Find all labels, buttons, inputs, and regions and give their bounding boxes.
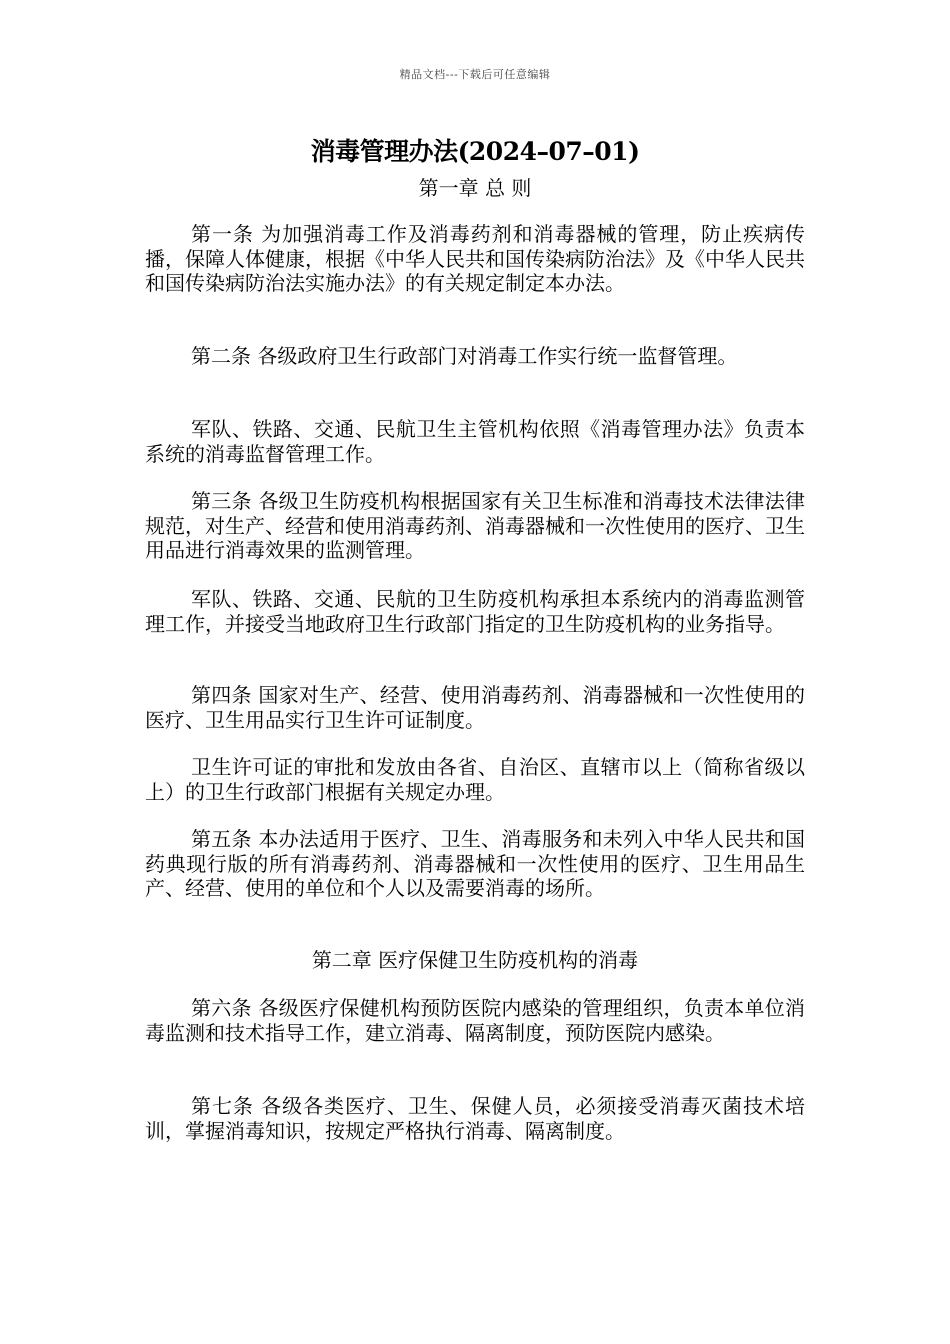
paragraph-article-2-sub: 军队、铁路、交通、民航卫生主管机构依照《消毒管理办法》负责本系统的消毒监督管理工作。	[145, 417, 805, 466]
chapter-heading-2: 第二章 医疗保健卫生防疫机构的消毒	[311, 948, 639, 972]
header-note: 精品文档---下载后可任意编辑	[399, 68, 551, 81]
paragraph-article-4: 第四条 国家对生产、经营、使用消毒药剂、消毒器械和一次性使用的医疗、卫生用品实行卫生许可证制度。	[145, 683, 805, 732]
paragraph-article-6: 第六条 各级医疗保健机构预防医院内感染的管理组织，负责本单位消毒监测和技术指导工作，建立消毒、隔离制度，预防医院内感染。	[145, 996, 805, 1045]
paragraph-article-3: 第三条 各级卫生防疫机构根据国家有关卫生标准和消毒技术法律法律规范，对生产、经营和使用消毒药剂、消毒器械和一次性使用的医疗、卫生用品进行消毒效果的监测管理。	[145, 489, 805, 562]
paragraph-article-7: 第七条 各级各类医疗、卫生、保健人员，必须接受消毒灭菌技术培训，掌握消毒知识，按规定严格执行消毒、隔离制度。	[145, 1094, 805, 1143]
paragraph-article-5: 第五条 本办法适用于医疗、卫生、消毒服务和未列入中华人民共和国药典现行版的所有消毒药剂、消毒器械和一次性使用的医疗、卫生用品生产、经营、使用的单位和个人以及需要消毒的场所。	[145, 827, 805, 900]
paragraph-article-4-sub: 卫生许可证的审批和发放由各省、自治区、直辖市以上（简称省级以上）的卫生行政部门根据有关规定办理。	[145, 755, 805, 804]
chapter-heading-1: 第一章 总 则	[418, 176, 532, 200]
paragraph-article-2: 第二条 各级政府卫生行政部门对消毒工作实行统一监督管理。	[191, 344, 738, 368]
document-title: 消毒管理办法(2024–07–01)	[310, 137, 640, 166]
paragraph-article-1: 第一条 为加强消毒工作及消毒药剂和消毒器械的管理，防止疾病传播，保障人体健康，根据《中华人民共和国传染病防治法》及《中华人民共和国传染病防治法实施办法》的有关规定制定本办法。	[145, 222, 805, 295]
paragraph-article-3-sub: 军队、铁路、交通、民航的卫生防疫机构承担本系统内的消毒监测管理工作，并接受当地政府卫生行政部门指定的卫生防疫机构的业务指导。	[145, 587, 805, 636]
